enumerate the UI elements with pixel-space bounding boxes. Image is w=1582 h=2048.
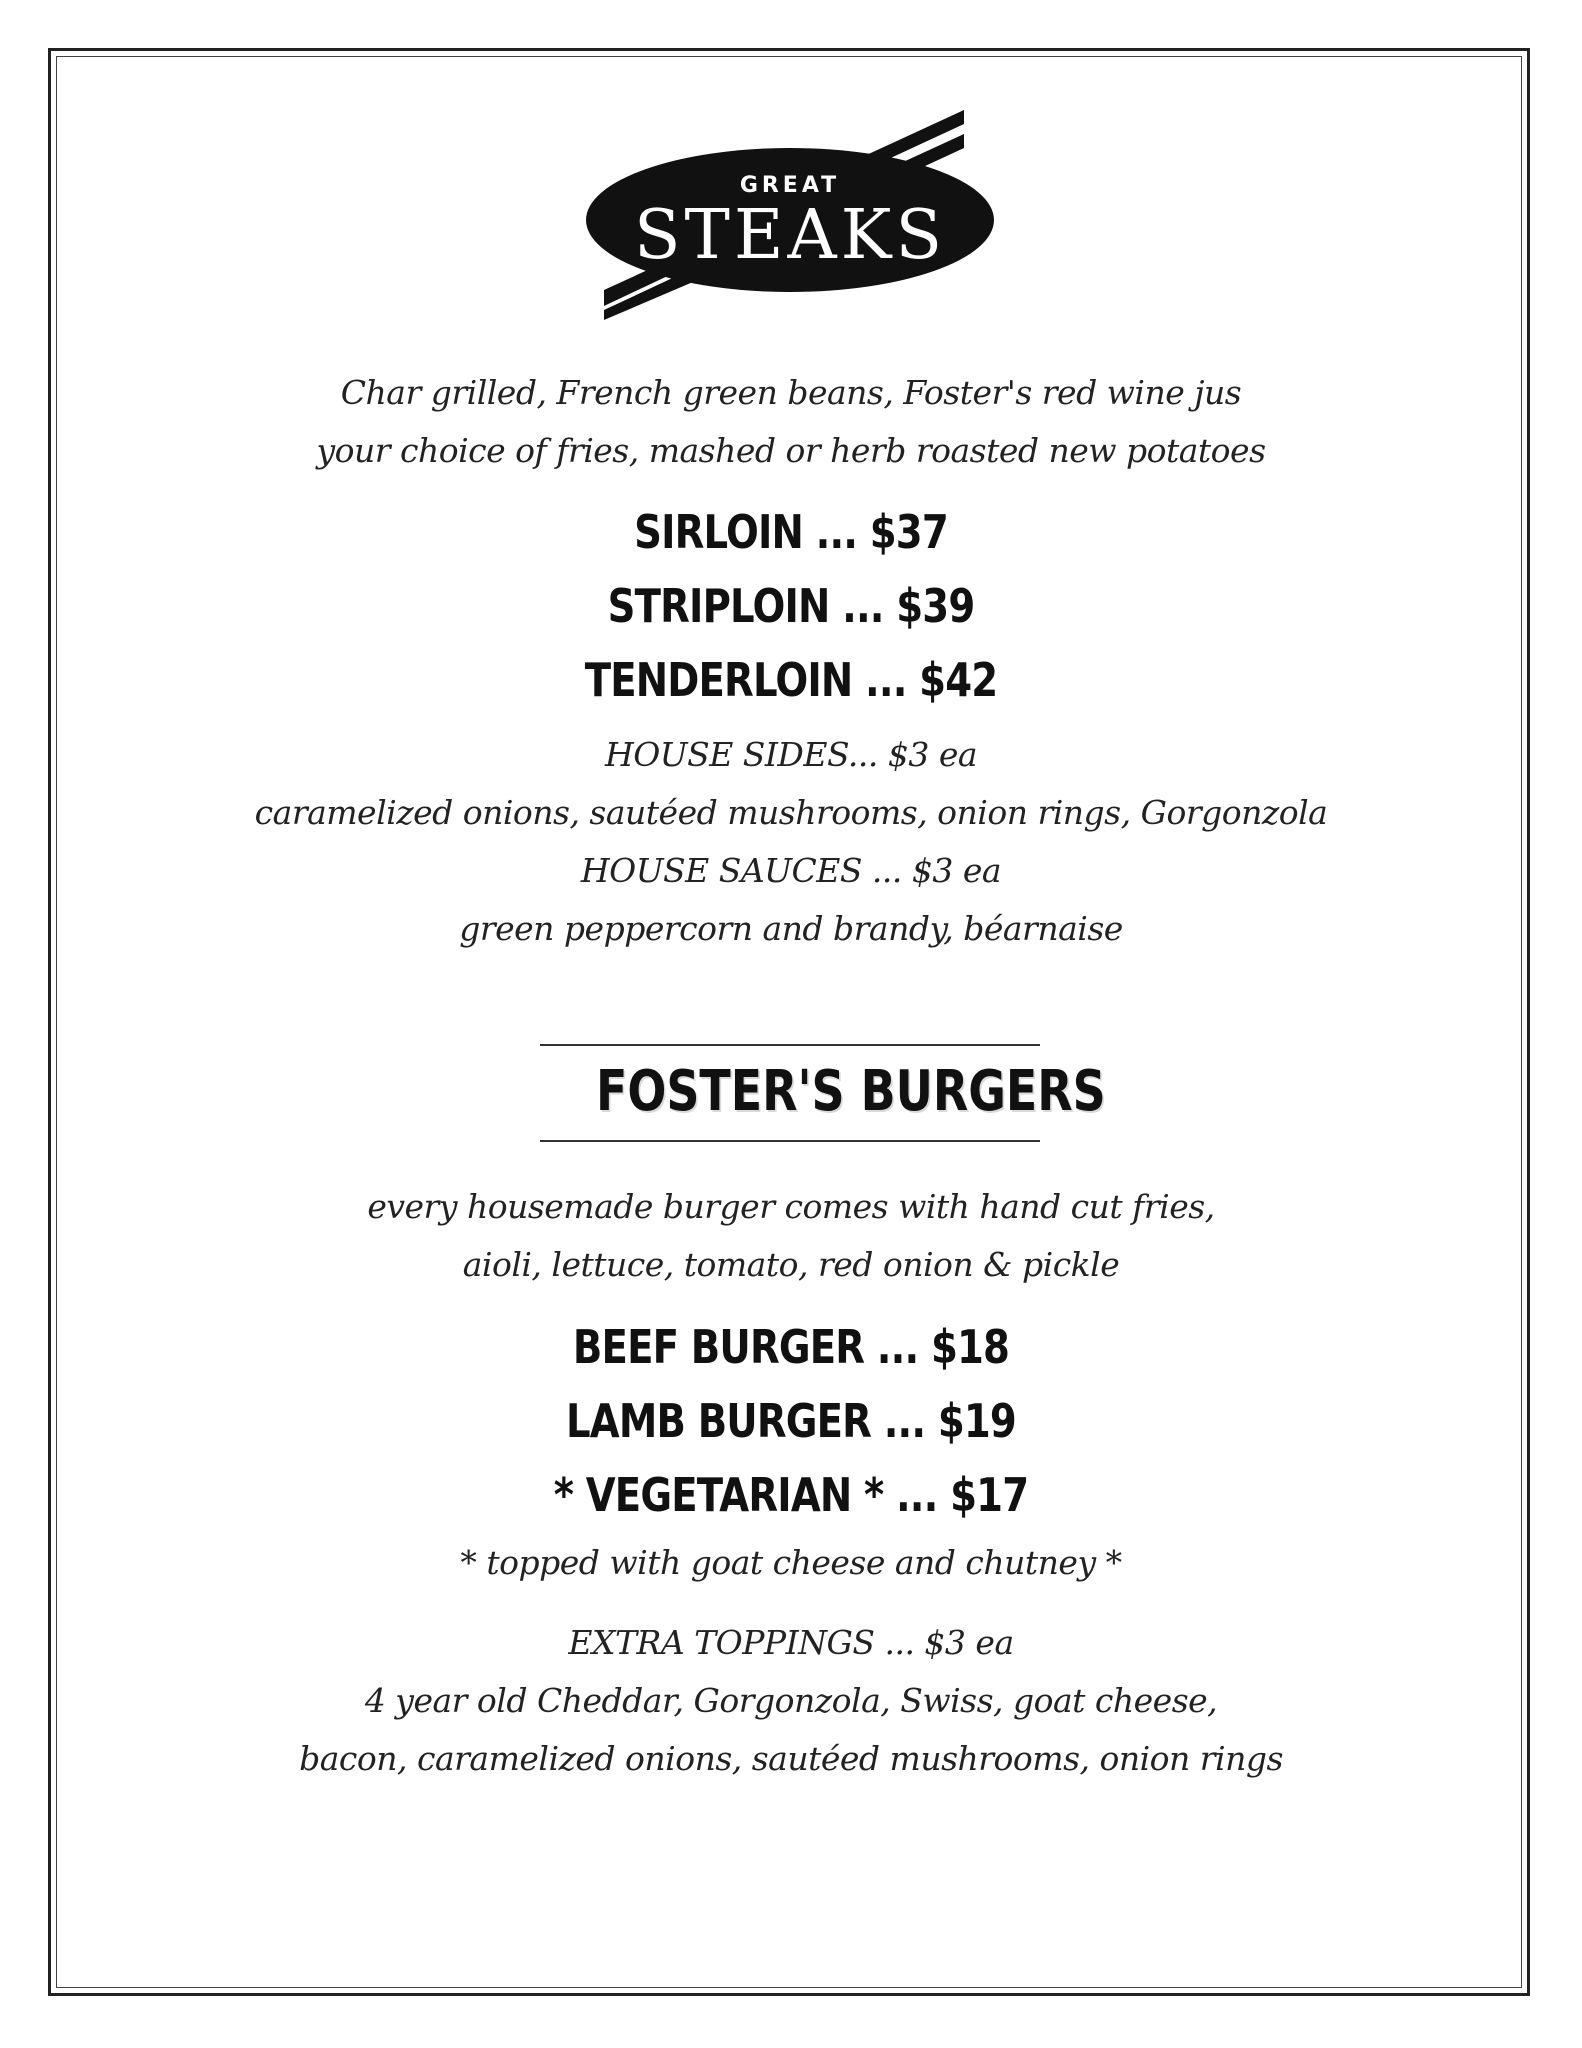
steaks-description-line: your choice of fries, mashed or herb roasted new potatoes [316, 431, 1266, 470]
great-steaks-logo [584, 110, 996, 320]
steaks-description [0, 364, 1582, 480]
house-sides-list: caramelized onions, sautéed mushrooms, onion rings, Gorgonzola [254, 793, 1328, 832]
extra-toppings-list: bacon, caramelized onions, sautéed mushrooms, onion rings [299, 1739, 1283, 1778]
menu-item-sirloin: SIRLOIN ... $37 [634, 505, 948, 559]
vegetarian-note: * topped with goat cheese and chutney * [460, 1543, 1122, 1582]
burgers-extras [0, 1614, 1582, 1788]
steaks-extras [0, 726, 1582, 958]
menu-item-lamb-burger: LAMB BURGER ... $19 [566, 1394, 1016, 1448]
menu-item-vegetarian: * VEGETARIAN * ... $17 [553, 1468, 1029, 1522]
house-sauces-heading: HOUSE SAUCES ... $3 ea [580, 851, 1002, 890]
burgers-description-line: aioli, lettuce, tomato, red onion & pickle [462, 1245, 1120, 1284]
burgers-description-line: every housemade burger comes with hand cut fries, [367, 1187, 1215, 1226]
extra-toppings-list: 4 year old Cheddar, Gorgonzola, Swiss, goat cheese, [364, 1681, 1218, 1720]
extra-toppings-heading: EXTRA TOPPINGS ... $3 ea [568, 1623, 1014, 1662]
house-sauces-list: green peppercorn and brandy, béarnaise [459, 909, 1123, 948]
house-sides-heading: HOUSE SIDES... $3 ea [604, 735, 978, 774]
logo-main-text: STEAKS [633, 196, 947, 275]
section-heading-text: FOSTER'S BURGERS [595, 1059, 1106, 1124]
section-heading-burgers [540, 1044, 1106, 1142]
menu-item-beef-burger: BEEF BURGER ... $18 [572, 1320, 1010, 1374]
steaks-description-line: Char grilled, French green beans, Foster's red wine jus [340, 373, 1242, 412]
burgers-description [0, 1178, 1582, 1294]
menu-item-tenderloin: TENDERLOIN ... $42 [584, 653, 998, 707]
menu-item-striploin: STRIPLOIN ... $39 [607, 579, 975, 633]
logo-top-text: GREAT [739, 173, 841, 198]
burgers-item-list [0, 1310, 1582, 1532]
steaks-item-list [0, 495, 1582, 717]
